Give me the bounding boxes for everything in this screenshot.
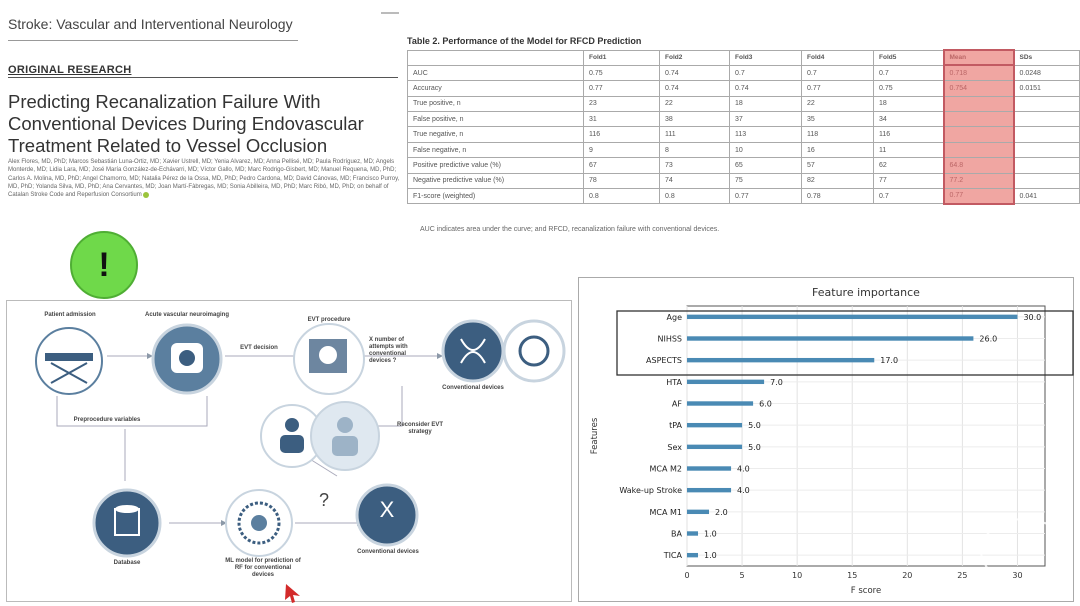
table-cell: 75 bbox=[730, 173, 802, 188]
section-label: ORIGINAL RESEARCH bbox=[8, 64, 132, 76]
bar-age bbox=[687, 315, 1017, 319]
table-cell: 0.75 bbox=[584, 65, 660, 80]
bar-aspects bbox=[687, 358, 874, 362]
neuroimaging-label: Acute vascular neuroimaging bbox=[144, 312, 230, 318]
table-row bbox=[408, 127, 1080, 142]
table-row bbox=[408, 112, 1080, 127]
y-tick-label: ASPECTS bbox=[646, 356, 682, 366]
y-tick-label: MCA M2 bbox=[649, 464, 682, 474]
table-cell bbox=[1014, 142, 1080, 157]
x-tick-label: 10 bbox=[792, 571, 803, 580]
table-cell: 0.74 bbox=[730, 81, 802, 96]
bar-value-label: 4.0 bbox=[737, 464, 750, 474]
plot-area bbox=[687, 306, 1045, 566]
table-title: Table 2. Performance of the Model for RFCD Prediction bbox=[407, 36, 642, 46]
table-cell: 73 bbox=[660, 158, 730, 173]
chart-title: Feature importance bbox=[812, 286, 920, 299]
x-tick-label: 25 bbox=[957, 571, 968, 580]
bar-value-label: 1.0 bbox=[704, 529, 717, 539]
header-cell: SDs bbox=[1014, 50, 1080, 65]
table-cell: 0.7 bbox=[874, 65, 944, 80]
table-cell bbox=[1014, 158, 1080, 173]
table-row bbox=[408, 189, 1080, 204]
x-tick-label: 15 bbox=[847, 571, 858, 580]
database-label: Database bbox=[113, 560, 141, 566]
mean-cell: 0.718 bbox=[944, 65, 1014, 80]
table-cell: 57 bbox=[802, 158, 874, 173]
table-header-row bbox=[408, 50, 1080, 65]
y-axis-label: Features bbox=[590, 417, 600, 455]
table-cell: 18 bbox=[874, 96, 944, 111]
table-cell: 65 bbox=[730, 158, 802, 173]
row-label: False negative, n bbox=[408, 142, 584, 157]
table-cell: 116 bbox=[874, 127, 944, 142]
bar-value-label: 17.0 bbox=[880, 356, 899, 366]
table-cell: 0.75 bbox=[874, 81, 944, 96]
table-cell: 11 bbox=[874, 142, 944, 157]
bar-value-label: 5.0 bbox=[748, 421, 761, 431]
table-cell bbox=[1014, 173, 1080, 188]
watermark-logo-icon bbox=[980, 518, 1068, 584]
table-cell: 23 bbox=[584, 96, 660, 111]
table-cell: 22 bbox=[660, 96, 730, 111]
x-tick-label: 30 bbox=[1012, 571, 1023, 580]
x-tick-label: 0 bbox=[684, 571, 690, 580]
arrow bbox=[377, 386, 402, 426]
table-cell: 37 bbox=[730, 112, 802, 127]
table-cell: 0.74 bbox=[660, 81, 730, 96]
table-cell: 82 bbox=[802, 173, 874, 188]
table-cell: 0.77 bbox=[802, 81, 874, 96]
table-cell: 111 bbox=[660, 127, 730, 142]
table-cell bbox=[1014, 127, 1080, 142]
table-row bbox=[408, 158, 1080, 173]
conventional-devices-label: Conventional devices bbox=[442, 385, 504, 391]
table-row bbox=[408, 81, 1080, 96]
table-cell: 67 bbox=[584, 158, 660, 173]
table-cell: 78 bbox=[584, 173, 660, 188]
bar-mca-m2 bbox=[687, 466, 731, 470]
exclamation-icon: ! bbox=[98, 246, 110, 284]
bar-wake-up-stroke bbox=[687, 488, 731, 492]
table-cell: 0.8 bbox=[660, 189, 730, 204]
bar-nihss bbox=[687, 336, 973, 340]
table-cell bbox=[1014, 96, 1080, 111]
table-cell: 10 bbox=[730, 142, 802, 157]
mean-cell: 64.8 bbox=[944, 158, 1014, 173]
y-tick-label: Sex bbox=[667, 442, 682, 452]
table-cell: 31 bbox=[584, 112, 660, 127]
table-row bbox=[408, 173, 1080, 188]
table-cell: 74 bbox=[660, 173, 730, 188]
row-label: True positive, n bbox=[408, 96, 584, 111]
header-cell: Fold5 bbox=[874, 50, 944, 65]
journal-rule bbox=[8, 40, 298, 41]
mean-cell bbox=[944, 142, 1014, 157]
table-row bbox=[408, 96, 1080, 111]
table-cell: 9 bbox=[584, 142, 660, 157]
article-title: Predicting Recanalization Failure With Conventional Devices During Endovascular Treatment Related to Vessel Occlusion bbox=[8, 91, 364, 156]
orcid-icon bbox=[143, 192, 149, 198]
top-divider bbox=[381, 12, 399, 14]
mean-cell bbox=[944, 112, 1014, 127]
x-mark-icon: X bbox=[379, 497, 395, 522]
bar-tpa bbox=[687, 423, 742, 427]
table-cell: 16 bbox=[802, 142, 874, 157]
row-label: F1-score (weighted) bbox=[408, 189, 584, 204]
table-cell: 113 bbox=[730, 127, 802, 142]
table-row bbox=[408, 142, 1080, 157]
table-cell: 77 bbox=[874, 173, 944, 188]
row-label: AUC bbox=[408, 65, 584, 80]
y-tick-label: BA bbox=[671, 529, 682, 539]
row-label: True negative, n bbox=[408, 127, 584, 142]
mean-cell bbox=[944, 127, 1014, 142]
table-cell: 0.7 bbox=[802, 65, 874, 80]
bar-value-label: 4.0 bbox=[737, 486, 750, 496]
y-tick-label: AF bbox=[671, 399, 682, 409]
journal-name: Stroke: Vascular and Interventional Neurology bbox=[8, 16, 293, 32]
header-cell-mean: Mean bbox=[944, 50, 1014, 65]
alert-badge bbox=[70, 231, 138, 299]
database-icon bbox=[94, 490, 160, 556]
table-cell bbox=[1014, 112, 1080, 127]
bar-value-label: 5.0 bbox=[748, 442, 761, 452]
x-tick-label: 5 bbox=[739, 571, 745, 580]
row-label: False positive, n bbox=[408, 112, 584, 127]
row-label: Accuracy bbox=[408, 81, 584, 96]
table-row bbox=[408, 65, 1080, 80]
bar-value-label: 6.0 bbox=[759, 399, 772, 409]
table-cell: 0.78 bbox=[802, 189, 874, 204]
header-cell bbox=[408, 50, 584, 65]
mean-cell bbox=[944, 96, 1014, 111]
evt-decision-label: EVT decision bbox=[240, 345, 278, 351]
table-cell: 0.74 bbox=[660, 65, 730, 80]
bar-value-label: 2.0 bbox=[715, 507, 728, 517]
ml-model-label: ML model for prediction of RF for conventional devices bbox=[225, 558, 301, 578]
bar-value-label: 1.0 bbox=[704, 551, 717, 561]
header-cell: Fold4 bbox=[802, 50, 874, 65]
bar-mca-m1 bbox=[687, 510, 709, 514]
bar-ba bbox=[687, 531, 698, 535]
table-footnote: AUC indicates area under the curve; and RFCD, recanalization failure with conventional devices. bbox=[420, 226, 720, 233]
conventional-devices-bottom-label: Conventional devices bbox=[357, 549, 419, 555]
table-cell: 0.8 bbox=[584, 189, 660, 204]
table-cell: 18 bbox=[730, 96, 802, 111]
row-label: Positive predictive value (%) bbox=[408, 158, 584, 173]
table-cell: 0.0248 bbox=[1014, 65, 1080, 80]
bar-value-label: 7.0 bbox=[770, 377, 783, 387]
y-tick-label: NIHSS bbox=[657, 334, 682, 344]
section-rule bbox=[8, 77, 398, 78]
evt-procedure-label: EVT procedure bbox=[307, 317, 351, 323]
workflow-diagram bbox=[6, 300, 572, 602]
reconsider-label: Reconsider EVT strategy bbox=[396, 422, 443, 435]
header-cell: Fold3 bbox=[730, 50, 802, 65]
conventional-devices-icon bbox=[443, 321, 503, 381]
row-label: Negative predictive value (%) bbox=[408, 173, 584, 188]
bar-tica bbox=[687, 553, 698, 557]
bar-af bbox=[687, 401, 753, 405]
author-list bbox=[8, 158, 406, 199]
y-tick-label: HTA bbox=[666, 377, 682, 387]
authors-text: Alex Flores, MD, PhD; Marcos Sebastián Luna-Ortiz, MD; Xavier Ustrell, MD; Yenia Alvarez, MD; Anna Pellisé, MD; Paula Rodríguez, MD; Angels Monterde, MD; Lidia Lara, MD; José María González-de-Echávarri, MD; Víctor Gallo, MD; Marc Rodrigo-Gisbert, MD; Manuel Requena, MD, PhD; Carlos A. Molina, MD, PhD; Angel Chamorro, MD; Natalia Pérez de la Ossa, MD, PhD; Pedro Cardona, MD; David Cánovas, MD; Francisco Purroy, MD, PhD; Yolanda Silva, MD, PhD; Ana Cervantes, MD; Joan Martí-Fàbregas, MD; Sonia Abilleira, MD, PhD; Marc Ribó, MD, PhD; on behalf of Catalan Stroke Code and Reperfusion Consortium bbox=[8, 159, 400, 199]
x-axis-label: F score bbox=[850, 586, 882, 596]
table-cell: 0.0151 bbox=[1014, 81, 1080, 96]
bar-value-label: 26.0 bbox=[979, 334, 998, 344]
y-tick-label: MCA M1 bbox=[649, 507, 682, 517]
preprocedure-variables-label: Preprocedure variables bbox=[73, 417, 141, 423]
y-tick-label: Wake-up Stroke bbox=[619, 486, 682, 496]
y-tick-label: Age bbox=[666, 312, 682, 322]
cursor-arrow-icon bbox=[282, 582, 304, 604]
table-cell: 34 bbox=[874, 112, 944, 127]
table-cell: 0.77 bbox=[730, 189, 802, 204]
mean-cell: 0.77 bbox=[944, 189, 1014, 204]
x-tick-label: 20 bbox=[902, 571, 913, 580]
table-cell: 118 bbox=[802, 127, 874, 142]
table-cell: 0.7 bbox=[874, 189, 944, 204]
attempts-question-label: X number of attempts with conventional devices ? bbox=[369, 337, 408, 364]
table-cell: 0.7 bbox=[730, 65, 802, 80]
table-cell: 0.77 bbox=[584, 81, 660, 96]
table-cell: 38 bbox=[660, 112, 730, 127]
header-cell: Fold1 bbox=[584, 50, 660, 65]
bar-sex bbox=[687, 445, 742, 449]
table-cell: 0.041 bbox=[1014, 189, 1080, 204]
bar-hta bbox=[687, 380, 764, 384]
table-cell: 8 bbox=[660, 142, 730, 157]
y-tick-label: tPA bbox=[669, 421, 682, 431]
patient-admission-label: Patient admission bbox=[44, 312, 96, 318]
bar-value-label: 30.0 bbox=[1023, 312, 1042, 322]
table-cell: 116 bbox=[584, 127, 660, 142]
question-mark: ? bbox=[318, 490, 329, 510]
mean-cell: 0.754 bbox=[944, 81, 1014, 96]
mean-cell: 77.2 bbox=[944, 173, 1014, 188]
table-cell: 62 bbox=[874, 158, 944, 173]
y-tick-label: TICA bbox=[663, 551, 682, 561]
brain-icon bbox=[504, 321, 564, 381]
table-cell: 35 bbox=[802, 112, 874, 127]
table-cell: 22 bbox=[802, 96, 874, 111]
header-cell: Fold2 bbox=[660, 50, 730, 65]
performance-table bbox=[407, 49, 1080, 205]
